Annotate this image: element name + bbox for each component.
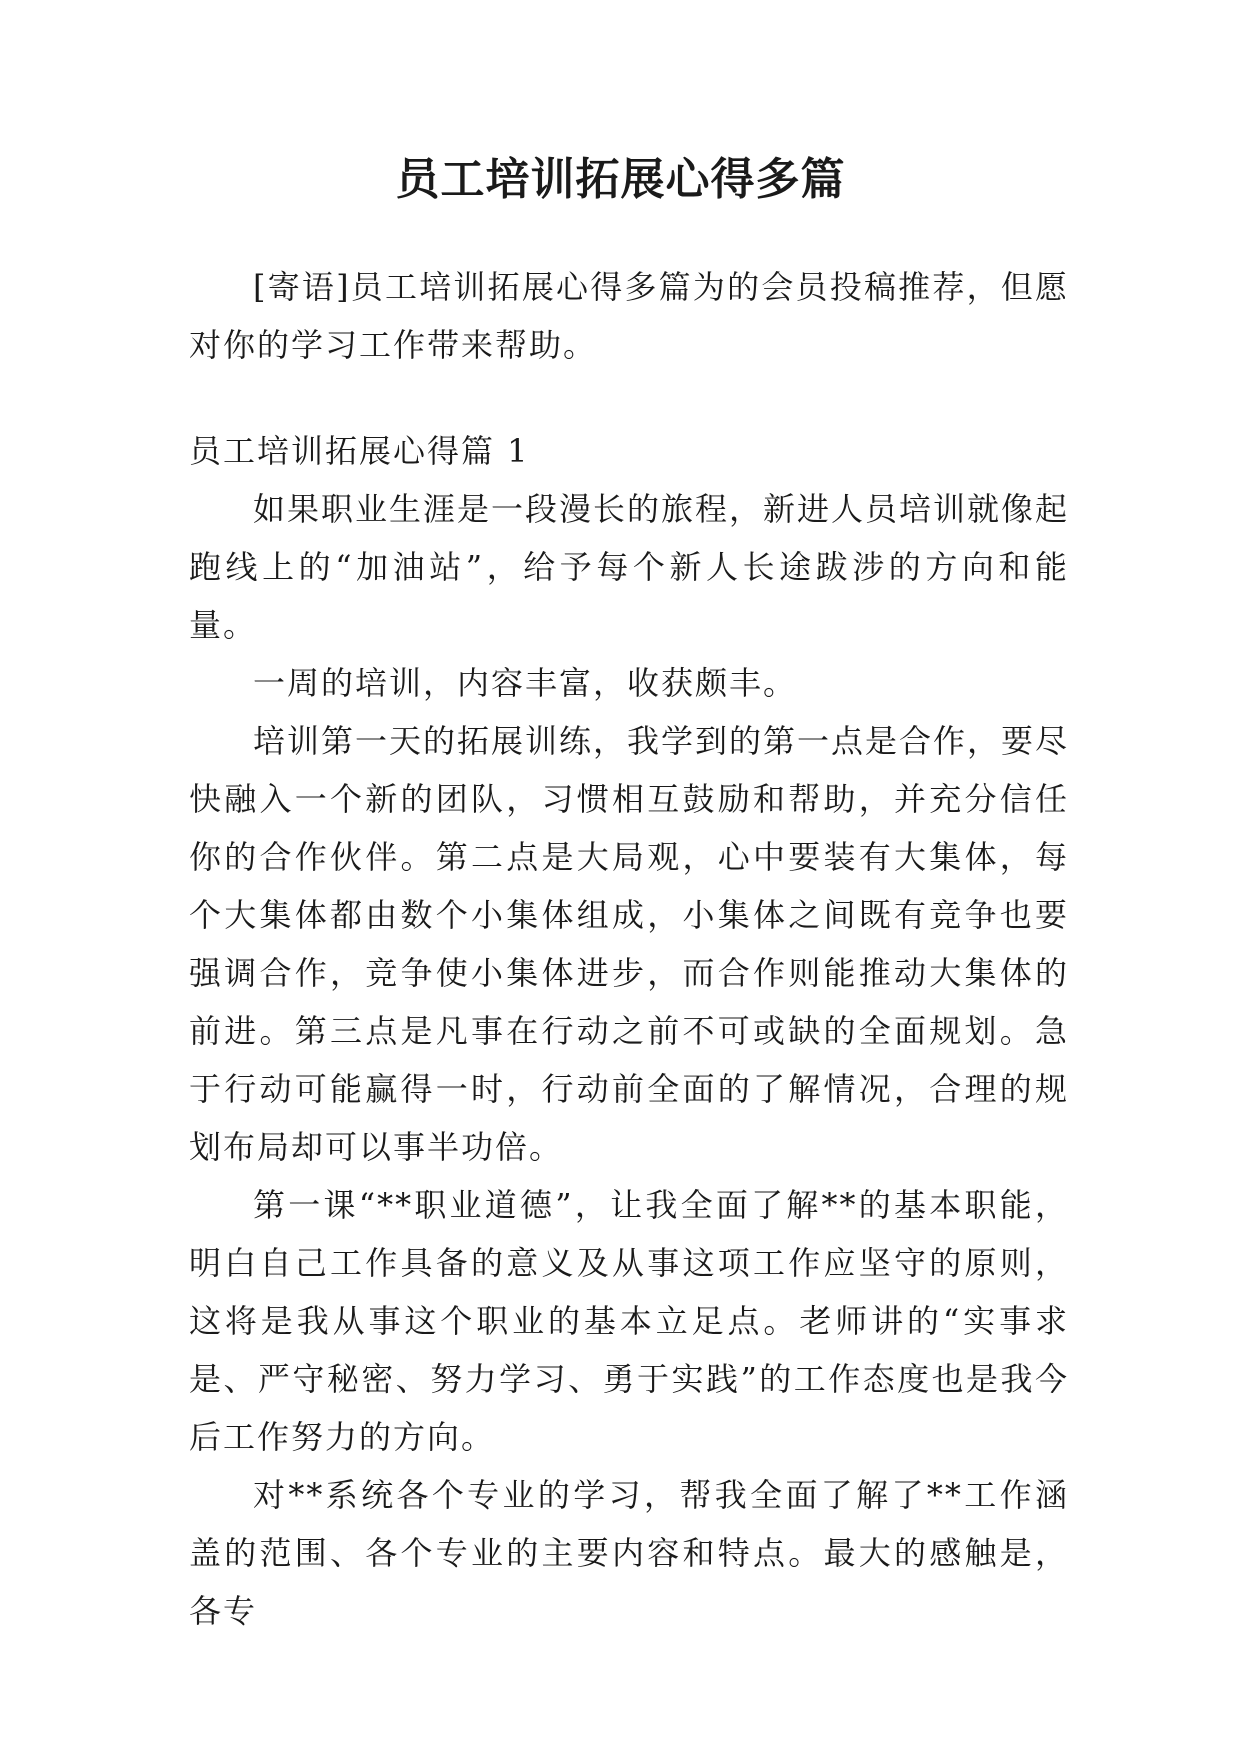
section-title: 员工培训拓展心得篇 1 — [189, 432, 530, 470]
body-paragraph: 如果职业生涯是一段漫长的旅程，新进人员培训就像起跑线上的“加油站”，给予每个新人长途跋涉的方向和能量。 — [189, 490, 1070, 644]
body-paragraph: 第一课“**职业道德”，让我全面了解**的基本职能，明白自己工作具备的意义及从事这项工作应坚守的原则，这将是我从事这个职业的基本立足点。老师讲的“实事求是、严守秘密、努力学习、勇于实践”的工作态度也是我今后工作努力的方向。 — [189, 1186, 1069, 1456]
document-title: 员工培训拓展心得多篇 — [395, 154, 846, 205]
document-body — [189, 258, 1069, 1640]
body-paragraph: 对**系统各个专业的学习，帮我全面了解了**工作涵盖的范围、各个专业的主要内容和特点。最大的感触是，各专 — [189, 1476, 1069, 1630]
intro-paragraph: [寄语]员工培训拓展心得多篇为的会员投稿推荐，但愿对你的学习工作带来帮助。 — [189, 268, 1069, 364]
body-paragraph: 一周的培训，内容丰富，收获颇丰。 — [253, 664, 798, 702]
body-paragraph: 培训第一天的拓展训练，我学到的第一点是合作，要尽快融入一个新的团队，习惯相互鼓励和帮助，并充分信任你的合作伙伴。第二点是大局观，心中要装有大集体，每个大集体都由数个小集体组成，小集体之间既有竞争也要强调合作，竞争使小集体进步，而合作则能推动大集体的前进。第三点是凡事在行动之前不可或缺的全面规划。急于行动可能赢得一时，行动前全面的了解情况，合理的规划布局却可以事半功倍。 — [189, 722, 1070, 1166]
